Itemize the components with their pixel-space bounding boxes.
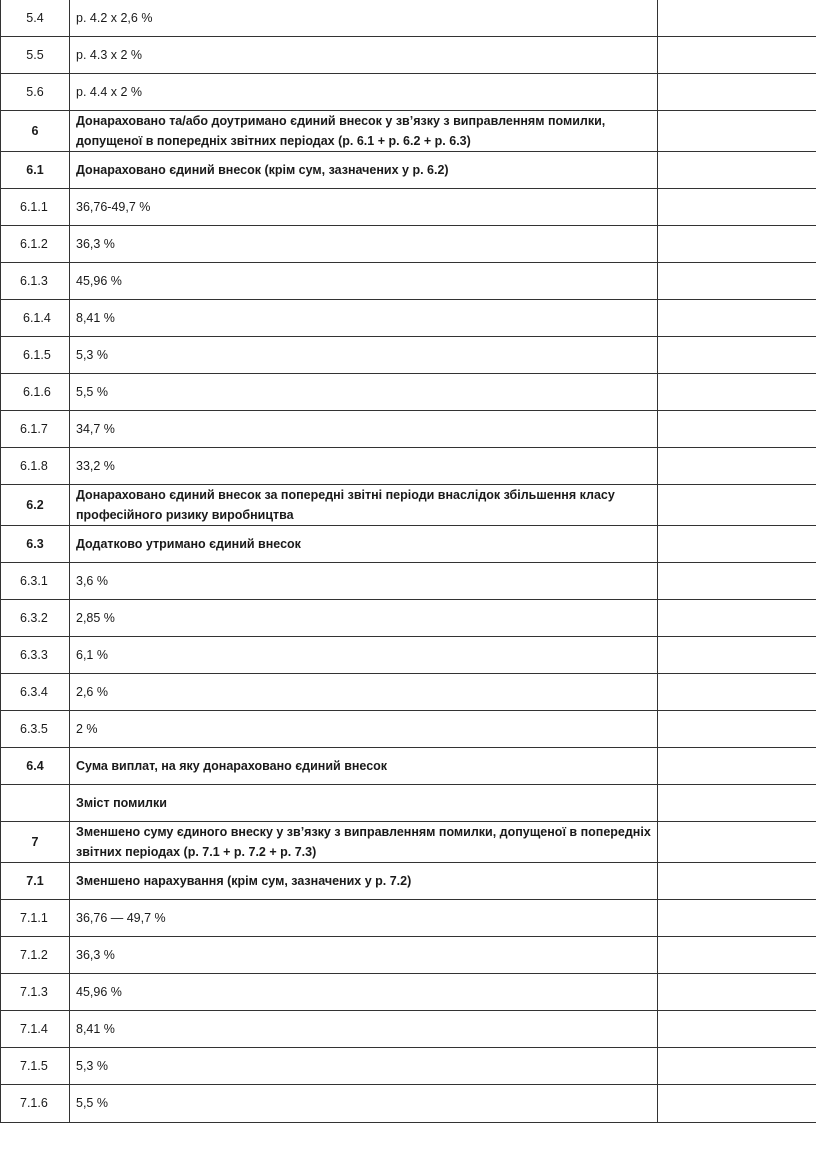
row-value-cell[interactable] xyxy=(658,1085,816,1123)
row-description: р. 4.4 х 2 % xyxy=(70,74,658,111)
row-code: 6.3.5 xyxy=(1,711,70,748)
row-description: 2,85 % xyxy=(70,600,658,637)
row-description: 8,41 % xyxy=(70,1011,658,1048)
row-value-cell[interactable] xyxy=(658,74,816,111)
row-code: 6 xyxy=(1,111,70,152)
row-code: 6.1.2 xyxy=(1,226,70,263)
row-description: р. 4.3 х 2 % xyxy=(70,37,658,74)
row-description: 5,5 % xyxy=(70,1085,658,1123)
row-code: 5.6 xyxy=(1,74,70,111)
row-value-cell[interactable] xyxy=(658,674,816,711)
row-value-cell[interactable] xyxy=(658,637,816,674)
table-row xyxy=(1,900,816,937)
table-row xyxy=(1,785,816,822)
row-description: 5,3 % xyxy=(70,1048,658,1085)
row-value-cell[interactable] xyxy=(658,711,816,748)
row-value-cell[interactable] xyxy=(658,1011,816,1048)
row-description: Зменшено суму єдиного внеску у зв’язку з виправленням помилки, допущеної в попередніх звітних періодах (р. 7.1 + р. 7.2 + р. 7.3) xyxy=(70,822,658,863)
row-description: 6,1 % xyxy=(70,637,658,674)
row-code: 7.1.1 xyxy=(1,900,70,937)
row-description: 33,2 % xyxy=(70,448,658,485)
table-row xyxy=(1,37,816,74)
table-row xyxy=(1,863,816,900)
row-code: 6.3.3 xyxy=(1,637,70,674)
table-row xyxy=(1,485,816,526)
table-row xyxy=(1,337,816,374)
row-description: 2 % xyxy=(70,711,658,748)
table-row xyxy=(1,563,816,600)
row-code: 6.1.6 xyxy=(1,374,70,411)
row-value-cell[interactable] xyxy=(658,152,816,189)
table-row xyxy=(1,974,816,1011)
row-description: Зменшено нарахування (крім сум, зазначених у р. 7.2) xyxy=(70,863,658,900)
table-row xyxy=(1,263,816,300)
table-row xyxy=(1,748,816,785)
row-description: 8,41 % xyxy=(70,300,658,337)
row-code: 6.1.5 xyxy=(1,337,70,374)
row-code: 6.1.1 xyxy=(1,189,70,226)
row-description: Сума виплат, на яку донараховано єдиний внесок xyxy=(70,748,658,785)
row-description: Донараховано єдиний внесок за попередні звітні періоди внаслідок збільшення класу професійного ризику виробництва xyxy=(70,485,658,526)
table-row xyxy=(1,74,816,111)
row-code: 6.1.7 xyxy=(1,411,70,448)
row-value-cell[interactable] xyxy=(658,937,816,974)
table-row xyxy=(1,448,816,485)
row-code: 6.4 xyxy=(1,748,70,785)
table-row xyxy=(1,1011,816,1048)
table-row xyxy=(1,600,816,637)
row-value-cell[interactable] xyxy=(658,411,816,448)
table-row xyxy=(1,1048,816,1085)
row-description: 36,3 % xyxy=(70,226,658,263)
row-code: 6.3.4 xyxy=(1,674,70,711)
row-value-cell[interactable] xyxy=(658,300,816,337)
row-code: 6.1.8 xyxy=(1,448,70,485)
row-code: 6.3.1 xyxy=(1,563,70,600)
table-row xyxy=(1,189,816,226)
row-value-cell[interactable] xyxy=(658,337,816,374)
table-row xyxy=(1,637,816,674)
row-value-cell[interactable] xyxy=(658,111,816,152)
row-description: Зміст помилки xyxy=(70,785,658,822)
row-code: 6.3 xyxy=(1,526,70,563)
row-value-cell[interactable] xyxy=(658,189,816,226)
table-row xyxy=(1,711,816,748)
row-code: 7.1.4 xyxy=(1,1011,70,1048)
table-row xyxy=(1,300,816,337)
table-row xyxy=(1,0,816,37)
row-value-cell[interactable] xyxy=(658,974,816,1011)
report-table-body xyxy=(1,0,816,1123)
row-code: 5.4 xyxy=(1,0,70,37)
row-code: 6.2 xyxy=(1,485,70,526)
row-value-cell[interactable] xyxy=(658,37,816,74)
row-description: 45,96 % xyxy=(70,974,658,1011)
row-description: 45,96 % xyxy=(70,263,658,300)
row-description: 5,5 % xyxy=(70,374,658,411)
row-description: 34,7 % xyxy=(70,411,658,448)
row-code: 6.3.2 xyxy=(1,600,70,637)
row-value-cell[interactable] xyxy=(658,1048,816,1085)
table-row xyxy=(1,374,816,411)
table-row xyxy=(1,674,816,711)
row-value-cell[interactable] xyxy=(658,600,816,637)
row-value-cell[interactable] xyxy=(658,563,816,600)
row-value-cell[interactable] xyxy=(658,748,816,785)
row-description: Донараховано єдиний внесок (крім сум, зазначених у р. 6.2) xyxy=(70,152,658,189)
row-code: 7.1.2 xyxy=(1,937,70,974)
row-code xyxy=(1,785,70,822)
row-description: Донараховано та/або доутримано єдиний внесок у зв’язку з виправленням помилки, допущеної в попередніх звітних періодах (р. 6.1 + р. 6.2 + р. 6.3) xyxy=(70,111,658,152)
row-value-cell[interactable] xyxy=(658,226,816,263)
row-description: 36,76 — 49,7 % xyxy=(70,900,658,937)
row-value-cell[interactable] xyxy=(658,526,816,563)
row-code: 6.1 xyxy=(1,152,70,189)
table-row xyxy=(1,226,816,263)
row-code: 7.1.5 xyxy=(1,1048,70,1085)
table-row xyxy=(1,1085,816,1123)
row-value-cell[interactable] xyxy=(658,900,816,937)
row-description: Додатково утримано єдиний внесок xyxy=(70,526,658,563)
row-code: 6.1.3 xyxy=(1,263,70,300)
row-description: 2,6 % xyxy=(70,674,658,711)
row-value-cell[interactable] xyxy=(658,374,816,411)
row-value-cell[interactable] xyxy=(658,448,816,485)
row-description: р. 4.2 х 2,6 % xyxy=(70,0,658,37)
row-description: 3,6 % xyxy=(70,563,658,600)
row-value-cell[interactable] xyxy=(658,785,816,822)
table-row xyxy=(1,526,816,563)
row-value-cell[interactable] xyxy=(658,822,816,863)
row-value-cell[interactable] xyxy=(658,863,816,900)
row-value-cell[interactable] xyxy=(658,263,816,300)
row-value-cell[interactable] xyxy=(658,0,816,37)
row-code: 7.1.6 xyxy=(1,1085,70,1123)
row-code: 7 xyxy=(1,822,70,863)
row-code: 7.1.3 xyxy=(1,974,70,1011)
row-description: 5,3 % xyxy=(70,337,658,374)
row-code: 6.1.4 xyxy=(1,300,70,337)
table-row xyxy=(1,411,816,448)
row-description: 36,3 % xyxy=(70,937,658,974)
row-code: 7.1 xyxy=(1,863,70,900)
table-row xyxy=(1,822,816,863)
row-value-cell[interactable] xyxy=(658,485,816,526)
row-code: 5.5 xyxy=(1,37,70,74)
table-row xyxy=(1,937,816,974)
row-description: 36,76-49,7 % xyxy=(70,189,658,226)
table-row xyxy=(1,152,816,189)
table-row xyxy=(1,111,816,152)
